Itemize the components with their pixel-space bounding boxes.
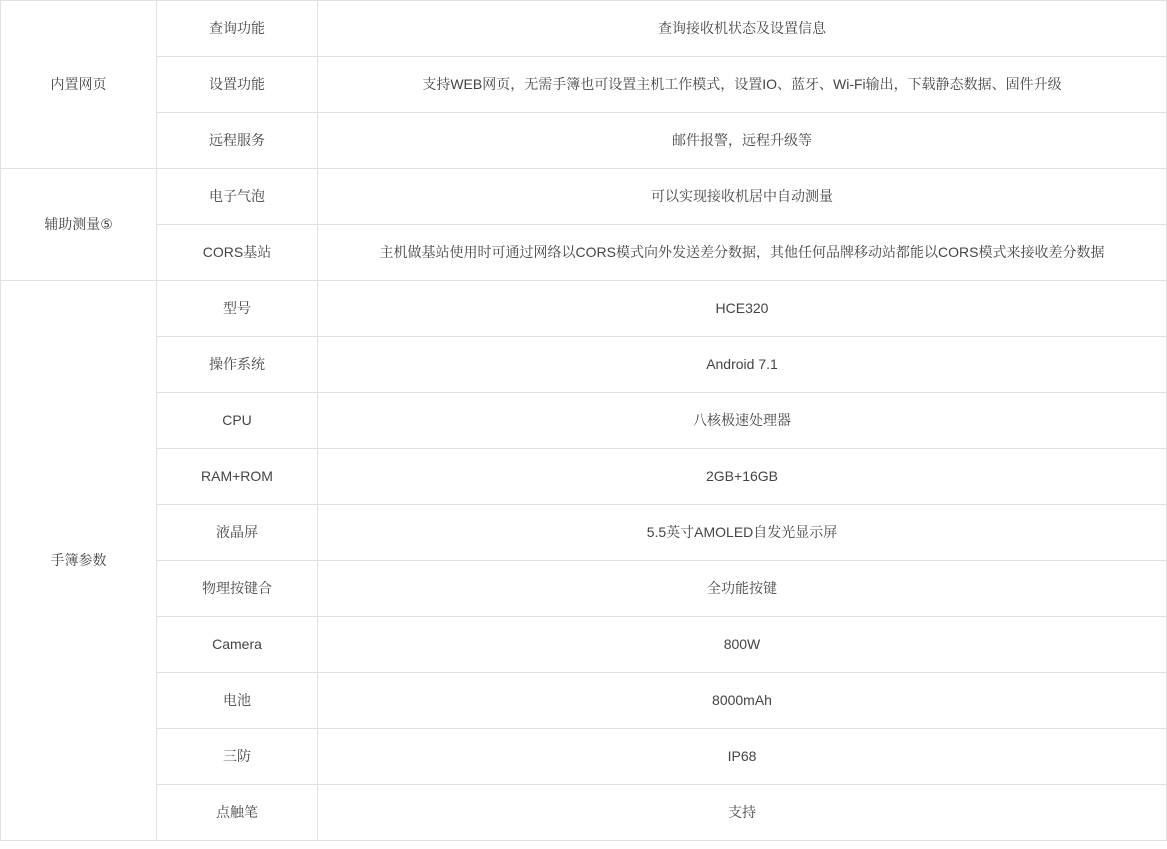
table-row: [1, 673, 1167, 729]
group-label-controller-parameters: 手簿参数: [1, 281, 157, 841]
group-label-builtin-web: 内置网页: [1, 1, 157, 169]
item-label: 设置功能: [157, 57, 318, 113]
item-label: 电池: [157, 673, 318, 729]
spec-table-body: [1, 1, 1167, 841]
item-value: 全功能按键: [318, 561, 1167, 617]
item-value: 800W: [318, 617, 1167, 673]
table-row: [1, 113, 1167, 169]
item-value: IP68: [318, 729, 1167, 785]
item-value: 支持: [318, 785, 1167, 841]
item-label: 电子气泡: [157, 169, 318, 225]
table-row: [1, 561, 1167, 617]
table-row: [1, 225, 1167, 281]
table-row: [1, 729, 1167, 785]
item-label: RAM+ROM: [157, 449, 318, 505]
table-row: [1, 617, 1167, 673]
item-value: 八核极速处理器: [318, 393, 1167, 449]
item-value: 5.5英寸AMOLED自发光显示屏: [318, 505, 1167, 561]
item-label: 查询功能: [157, 1, 318, 57]
item-value: 2GB+16GB: [318, 449, 1167, 505]
item-value: 支持WEB网页，无需手簿也可设置主机工作模式，设置IO、蓝牙、Wi-Fi输出，下载静态数据、固件升级: [318, 57, 1167, 113]
item-value: 邮件报警，远程升级等: [318, 113, 1167, 169]
item-value: 可以实现接收机居中自动测量: [318, 169, 1167, 225]
table-row: [1, 337, 1167, 393]
item-label: 物理按键合: [157, 561, 318, 617]
group-label-auxiliary-measurement: 辅助测量⑤: [1, 169, 157, 281]
item-value: 8000mAh: [318, 673, 1167, 729]
item-value: 主机做基站使用时可通过网络以CORS模式向外发送差分数据，其他任何品牌移动站都能以CORS模式来接收差分数据: [318, 225, 1167, 281]
table-row: [1, 169, 1167, 225]
item-label: 三防: [157, 729, 318, 785]
item-label: 点触笔: [157, 785, 318, 841]
item-value: HCE320: [318, 281, 1167, 337]
item-label: 远程服务: [157, 113, 318, 169]
table-row: [1, 785, 1167, 841]
item-value: Android 7.1: [318, 337, 1167, 393]
table-row: [1, 449, 1167, 505]
item-label: CORS基站: [157, 225, 318, 281]
item-label: Camera: [157, 617, 318, 673]
item-label: 操作系统: [157, 337, 318, 393]
item-label: 液晶屏: [157, 505, 318, 561]
table-row: [1, 1, 1167, 57]
item-label: 型号: [157, 281, 318, 337]
item-value: 查询接收机状态及设置信息: [318, 1, 1167, 57]
table-row: [1, 57, 1167, 113]
table-row: [1, 393, 1167, 449]
item-label: CPU: [157, 393, 318, 449]
table-row: [1, 505, 1167, 561]
table-row: [1, 281, 1167, 337]
